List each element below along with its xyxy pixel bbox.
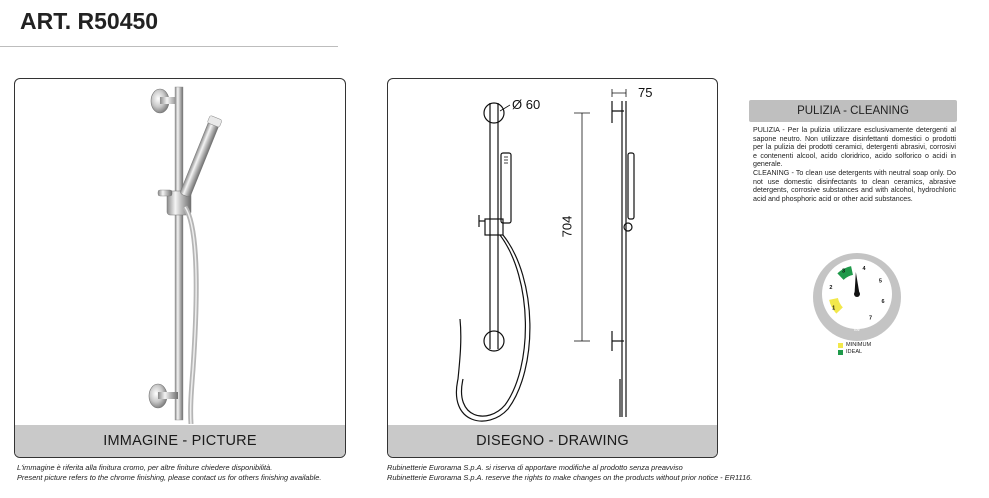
picture-note xyxy=(17,463,321,483)
gauge-legend-item xyxy=(838,349,871,356)
cleaning-text-italian: PULIZIA - Per la pulizia utilizzare esclusivamente detergenti al sapone neutro. Non utilizzare disinfettanti domestici o prodotti per la pulizia dei prodotti ceramici, detergenti abrasivi, corrosivi e contenenti alcool, acido cloridrico, acido solforico o acidi in generale. xyxy=(753,126,956,169)
dimension-depth: 75 xyxy=(638,85,653,100)
legend-label: IDEAL xyxy=(846,349,863,355)
legend-swatch xyxy=(838,343,843,348)
gauge-legend xyxy=(838,342,871,356)
drawing-note-line1: Rubinetterie Eurorama S.p.A. si riserva di apportare modifiche al prodotto senza preavviso xyxy=(387,463,683,472)
drawing-caption: DISEGNO - DRAWING xyxy=(388,425,717,457)
drawing-note-line2: Rubinetterie Eurorama S.p.A. reserve the rights to make changes on the products without prior notice - ER1116. xyxy=(387,473,753,482)
gauge-label: PRESSURE xyxy=(840,321,874,327)
legend-swatch xyxy=(838,350,843,355)
legend-label: MINIMUM xyxy=(846,342,872,348)
drawing-note xyxy=(387,463,752,483)
article-title: ART. R50450 xyxy=(20,8,159,34)
gauge-hub xyxy=(854,291,860,297)
drawing-panel xyxy=(387,78,718,458)
gauge-scale-label: 5 xyxy=(878,278,882,285)
gauge-scale-label: 7 xyxy=(868,315,873,322)
picture-caption: IMMAGINE - PICTURE xyxy=(15,425,345,457)
gauge-legend-item xyxy=(838,342,871,349)
gauge-scale-label: 1 xyxy=(832,305,836,312)
technical-drawing xyxy=(388,79,717,424)
gauge-scale-label: 4 xyxy=(862,265,866,272)
gauge-scale-label: 2 xyxy=(829,285,833,292)
picture-note-line2: Present picture refers to the chrome finishing, please contact us for others finishing available. xyxy=(17,473,322,482)
cleaning-title: PULIZIA - CLEANING xyxy=(749,100,957,122)
dimension-height: 704 xyxy=(559,215,575,238)
pressure-gauge-icon xyxy=(812,252,902,342)
gauge-scale-label: 6 xyxy=(881,298,885,305)
dimension-diameter: Ø 60 xyxy=(512,97,541,112)
shower-rail-photo xyxy=(15,79,345,424)
cleaning-text-english: CLEANING - To clean use detergents with neutral soap only. Do not use domestic disinfectants to clean ceramics, abrasive detergents, corrosive substances and with alcohol, hydrochloric acid and phosphoric acid or other acid substances. xyxy=(753,168,956,203)
picture-note-line1: L'immagine è riferita alla finitura cromo, per altre finiture chiedere disponibilità. xyxy=(17,463,273,472)
title-divider xyxy=(0,46,338,47)
gauge-scale-label: 3 xyxy=(841,268,846,275)
cleaning-instructions xyxy=(753,126,956,203)
gauge-unit: bar xyxy=(854,327,860,332)
picture-panel xyxy=(14,78,346,458)
